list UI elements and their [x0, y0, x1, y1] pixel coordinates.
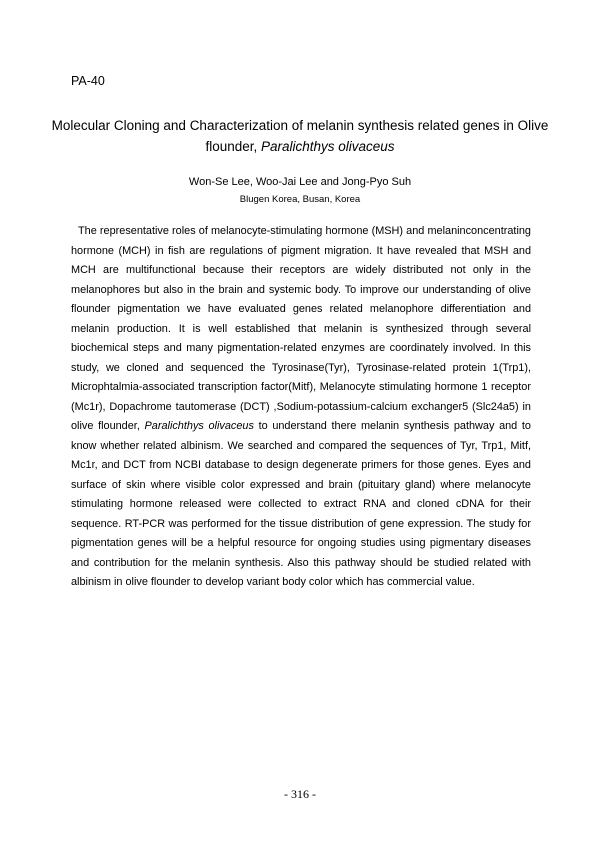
abstract-part-1: The representative roles of melanocyte-stimulating hormone (MSH) and melaninconcentrating hormone (MCH) in fish are regulations of pigment migration. It have revealed that MSH and MCH are multifunctional because their receptors are widely distributed not only in the melanophores but also in the brain and systemic body. To improve our understanding of olive flounder pigmentation we have evaluated genes related melanophore differentiation and melanin production. It is well established that melanin is synthesized through several biochemical steps and many pigmentation-related enzymes are coordinately involved. In this study, we cloned and sequenced the Tyrosinase(Tyr), Tyrosinase-related protein 1(Trp1), Microphtalmia-associated transcription factor(Mitf), Melanocyte stimulating hormone 1 receptor (Mc1r), Dopachrome tautomerase (DCT) ,Sodium-potassium-calcium exchanger5 (Slc24a5) in olive flounder, [71, 225, 531, 432]
page-number: - 316 - [284, 787, 316, 801]
paper-title [50, 115, 550, 157]
abstract-species: Paralichthys olivaceus [144, 420, 254, 432]
affiliation: Blugen Korea, Busan, Korea [239, 194, 361, 205]
title-main: Molecular Cloning and Characterization of melanin synthesis related genes in Olive flounder, [51, 118, 549, 154]
abstract-part-2: to understand there melanin synthesis pathway and to know whether related albinism. We searched and compared the sequences of Tyr, Trp1, Mitf, Mc1r, and DCT from NCBI database to design degenerate primers for those genes. Eyes and surface of skin where visible color expressed and brain (pituitary gland) where melanocyte stimulating hormone released were collected to extract RNA and cloned cDNA for their sequence. RT-PCR was performed for the tissue distribution of gene expression. The study for pigmentation genes will be a helpful resource for ongoing studies using pigmentary diseases and contribution for the melanin synthesis. Also this pathway should be studied related with albinism in olive flounder to develop variant body color which has commercial value. [71, 420, 531, 588]
authors: Won-Se Lee, Woo-Jai Lee and Jong-Pyo Suh [188, 176, 412, 188]
abstract-code: PA-40 [71, 74, 105, 88]
title-species: Paralichthys olivaceus [260, 139, 395, 154]
abstract-body [71, 222, 531, 593]
